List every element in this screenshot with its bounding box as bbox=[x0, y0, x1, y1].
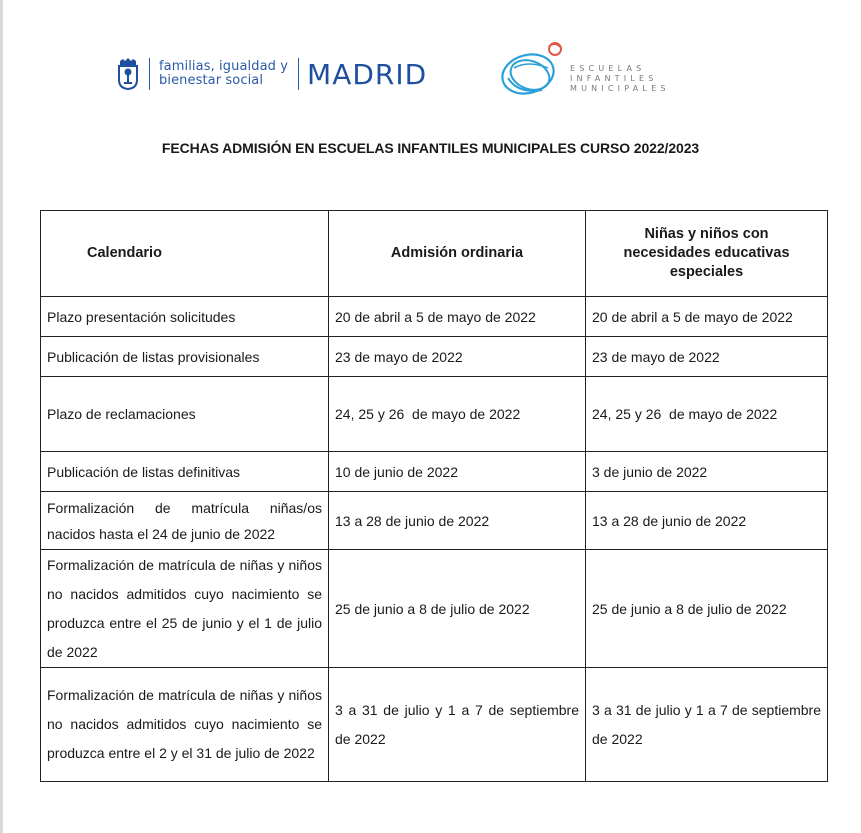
cell-especiales: 24, 25 y 26 de mayo de 2022 bbox=[586, 377, 828, 452]
madrid-coat-of-arms-icon bbox=[118, 58, 138, 90]
escuelas-swirl-icon bbox=[498, 38, 570, 103]
document-header bbox=[0, 0, 861, 120]
escuelas-wordmark bbox=[570, 64, 670, 94]
cell-ordinaria: 23 de mayo de 2022 bbox=[329, 337, 586, 377]
column-header-admision-ordinaria: Admisión ordinaria bbox=[329, 211, 586, 297]
cell-especiales: 23 de mayo de 2022 bbox=[586, 337, 828, 377]
table-row bbox=[41, 337, 828, 377]
table-row bbox=[41, 377, 828, 452]
table-row bbox=[41, 452, 828, 492]
header-text: Niñas y niños con necesidades educativas especiales bbox=[623, 226, 790, 280]
cell-calendario: Formalización de matrícula de niñas y niños no nacidos admitidos cuyo nacimiento se produzca entre el 2 y el 31 de julio de 2022 bbox=[41, 668, 329, 782]
logo-divider bbox=[149, 58, 150, 90]
cell-especiales: 25 de junio a 8 de julio de 2022 bbox=[586, 550, 828, 668]
department-name bbox=[159, 60, 288, 88]
cell-calendario: Formalización de matrícula de niñas y niños no nacidos admitidos cuyo nacimiento se produzca entre el 25 de junio y el 1 de julio de 2022 bbox=[41, 550, 329, 668]
department-line-2: bienestar social bbox=[159, 73, 264, 88]
table-row bbox=[41, 550, 828, 668]
admission-dates-table bbox=[40, 210, 828, 782]
table-row bbox=[41, 297, 828, 337]
cell-ordinaria: 24, 25 y 26 de mayo de 2022 bbox=[329, 377, 586, 452]
cell-calendario: Plazo de reclamaciones bbox=[41, 377, 329, 452]
cell-ordinaria: 13 a 28 de junio de 2022 bbox=[329, 492, 586, 550]
madrid-wordmark: MADRID bbox=[307, 57, 428, 91]
logo-divider bbox=[298, 58, 299, 90]
table-header-row bbox=[41, 211, 828, 297]
cell-ordinaria: 25 de junio a 8 de julio de 2022 bbox=[329, 550, 586, 668]
escuelas-line-3: MUNICIPALES bbox=[570, 84, 670, 93]
cell-calendario: Publicación de listas provisionales bbox=[41, 337, 329, 377]
cell-especiales: 3 de junio de 2022 bbox=[586, 452, 828, 492]
cell-ordinaria: 10 de junio de 2022 bbox=[329, 452, 586, 492]
page-edge bbox=[0, 0, 3, 833]
document-title: FECHAS ADMISIÓN EN ESCUELAS INFANTILES MUNICIPALES CURSO 2022/2023 bbox=[161, 140, 700, 156]
cell-calendario: Plazo presentación solicitudes bbox=[41, 297, 329, 337]
cell-calendario: Formalización de matrícula niñas/os nacidos hasta el 24 de junio de 2022 bbox=[41, 492, 329, 550]
madrid-logo bbox=[118, 52, 427, 96]
table-row bbox=[41, 668, 828, 782]
cell-especiales: 3 a 31 de julio y 1 a 7 de septiembre de 2022 bbox=[586, 668, 828, 782]
cell-calendario: Publicación de listas definitivas bbox=[41, 452, 329, 492]
escuelas-line-2: INFANTILES bbox=[570, 74, 658, 83]
cell-especiales: 20 de abril a 5 de mayo de 2022 bbox=[586, 297, 828, 337]
column-header-necesidades-especiales bbox=[586, 211, 828, 297]
escuelas-line-1: ESCUELAS bbox=[570, 64, 646, 73]
department-line-1: familias, igualdad y bbox=[159, 59, 289, 74]
cell-ordinaria: 20 de abril a 5 de mayo de 2022 bbox=[329, 297, 586, 337]
cell-especiales: 13 a 28 de junio de 2022 bbox=[586, 492, 828, 550]
escuelas-infantiles-logo bbox=[498, 38, 698, 103]
cell-ordinaria: 3 a 31 de julio y 1 a 7 de septiembre de 2022 bbox=[329, 668, 586, 782]
column-header-calendario: Calendario bbox=[41, 211, 329, 297]
table-row bbox=[41, 492, 828, 550]
